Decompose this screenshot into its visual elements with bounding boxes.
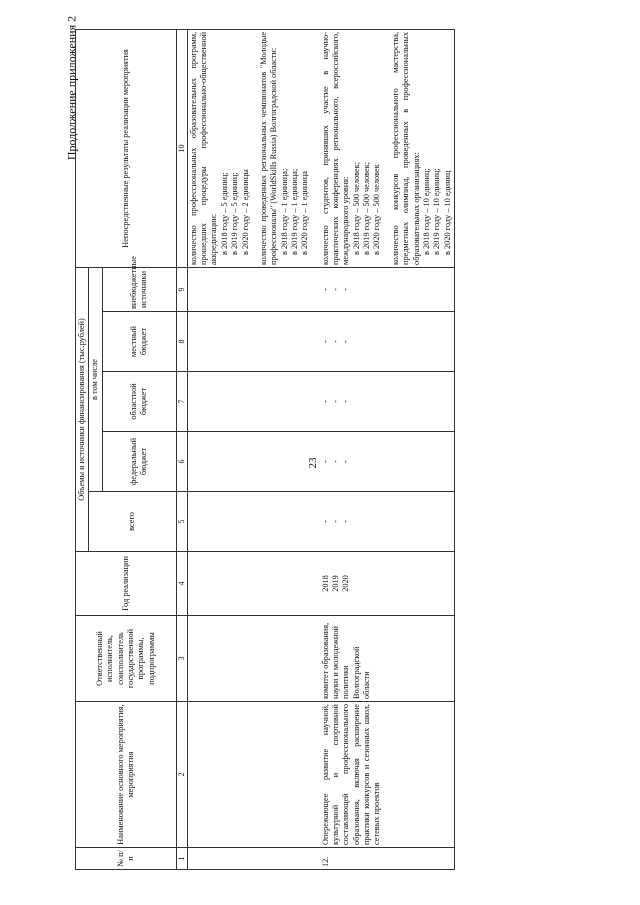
column-number: 2 [176, 702, 187, 848]
landscape-sheet [75, 30, 565, 870]
column-number: 4 [176, 552, 187, 616]
header-in-that-number: в том числе [89, 267, 102, 491]
result-item: в 2019 году – 500 человек; [362, 161, 372, 255]
measure-name: Опережающее развитие научной, культурной и спортивной составляющей профессионального образования, включая расширение практики конкурсов и сезонных школ, сетевых проектов [320, 702, 455, 848]
column-number: 10 [176, 29, 187, 267]
result-item: в 2020 году – 10 единиц [442, 170, 452, 255]
federal-cell: - - - [320, 432, 455, 492]
result-text: количество конкурсов профессионального мастерства, предметных олимпиад, проведенных в профессиональных образовательных организациях: [390, 31, 421, 265]
result-text: количество студентов, принявших участие в научно-практических конференциях регионального, всероссийского, международного уровня: [320, 31, 351, 265]
table-row-continued [187, 29, 319, 869]
results-cell [187, 29, 319, 267]
executor: комитет образования, науки и молодежной политики Волгоградской области [320, 616, 455, 702]
year: 2019 [331, 575, 341, 592]
result-item: в 2018 году – 1 единица; [279, 168, 289, 255]
header-row-1 [76, 29, 89, 869]
column-number: 7 [176, 372, 187, 432]
result-item: в 2020 году – 1 единица [300, 171, 310, 255]
result-item: в 2019 году – 5 единиц; [230, 172, 240, 255]
column-number: 5 [176, 492, 187, 552]
header-regional-budget: областной бюджет [102, 372, 176, 432]
local-cell: - - - [320, 312, 455, 372]
result-item: в 2019 году – 10 единиц; [432, 168, 442, 255]
years-cell [320, 552, 455, 616]
header-results: Непосредственные результаты реализации мероприятия [76, 29, 177, 267]
column-number: 8 [176, 312, 187, 372]
total-cell: - - - [320, 492, 455, 552]
header-extrabudgetary: внебюджетные источники [102, 267, 176, 311]
result-item: в 2018 году – 500 человек; [351, 161, 361, 255]
regional-cell: - - - [320, 372, 455, 432]
year: 2020 [341, 575, 351, 592]
column-number: 9 [176, 267, 187, 311]
column-number: 6 [176, 432, 187, 492]
header-local-budget: местный бюджет [102, 312, 176, 372]
header-finance-group: Объемы и источники финансирования (тыс.рублей) [76, 267, 89, 551]
column-number-row [176, 29, 187, 869]
column-number: 1 [176, 848, 187, 870]
result-text: количество проведенных региональных чемпионатов "Молодые профессионалы" (WorldSkills Russia) Волгоградской области: [258, 31, 279, 265]
column-number: 3 [176, 616, 187, 702]
year: 2018 [320, 575, 330, 592]
row-number: 12. [320, 848, 455, 870]
result-item: в 2018 году – 5 единиц; [219, 172, 229, 255]
results-cell [320, 29, 455, 267]
header-measure-name: Наименование основного мероприятия, мероприятия [76, 702, 177, 848]
result-item: в 2018 году – 10 единиц; [421, 168, 431, 255]
page-number: 23 [307, 457, 319, 469]
program-measures-table [75, 29, 455, 870]
result-item: в 2020 году – 2 единицы [240, 169, 250, 255]
header-total: всего [89, 492, 176, 552]
result-item: в 2019 году – 1 единица; [289, 168, 299, 255]
table-row-12 [320, 29, 455, 869]
extrabudgetary-cell: - - - [320, 267, 455, 311]
header-executor: Ответственный исполнитель, соисполнитель государственной программы, подпрограммы [76, 616, 177, 702]
result-item: в 2020 году – 500 человек [372, 164, 382, 255]
result-text: количество профессиональных образовательных программ, прошедших процедуры профессионально-общественной аккредитации: [188, 31, 219, 265]
header-number: № п/п [76, 848, 177, 870]
header-year: Год реализации [76, 552, 177, 616]
appendix-continuation-label: Продолжение приложения 2 [64, 15, 79, 161]
header-federal-budget: федеральный бюджет [102, 432, 176, 492]
